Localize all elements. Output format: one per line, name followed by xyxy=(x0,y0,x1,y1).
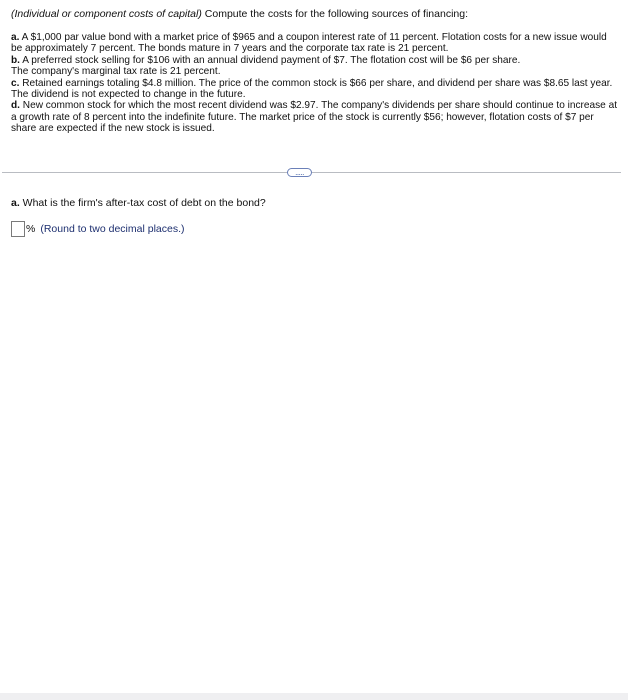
instruction-text: Compute the costs for the following sources of financing: xyxy=(201,8,468,20)
part-b-label: b. xyxy=(11,54,20,66)
part-b-text: A preferred stock selling for $106 with an annual dividend payment of $7. The flotation cost will be $6 per share. xyxy=(19,54,521,66)
part-b-extra: The company's marginal tax rate is 21 percent. xyxy=(11,66,221,78)
rounding-hint: (Round to two decimal places.) xyxy=(40,223,185,235)
question-a-label: a. xyxy=(11,197,20,209)
question-a-text: What is the firm's after-tax cost of debt on the bond? xyxy=(19,197,266,209)
part-c xyxy=(11,78,619,101)
part-a-label: a. xyxy=(11,32,20,43)
part-d-text: New common stock for which the most recent dividend was $2.97. The company's dividends per share should continue to increase at a growth rate of 8 percent into the indefinite future. The market price of the stock is currently $56; however, flotation costs of $7 per share are expected if the new stock is issued. xyxy=(11,100,618,135)
problem-intro xyxy=(11,8,468,21)
part-c-label: c. xyxy=(11,77,20,89)
expand-more-button[interactable]: ..... xyxy=(287,168,312,177)
answer-input[interactable] xyxy=(11,221,25,237)
footer-bar xyxy=(0,693,628,700)
percent-unit: % xyxy=(26,223,36,235)
part-c-text: Retained earnings totaling $4.8 million. The price of the common stock is $66 per share, and dividend per share was $8.65 last year. The dividend is not expected to change in the future. xyxy=(11,77,613,101)
question-a xyxy=(11,197,266,210)
part-b xyxy=(11,55,619,66)
part-d-label: d. xyxy=(11,100,20,112)
part-d xyxy=(11,100,619,134)
problem-statement xyxy=(11,32,619,135)
answer-row xyxy=(11,220,185,238)
topic-title: (Individual or component costs of capital) xyxy=(11,8,202,20)
part-a xyxy=(11,32,619,55)
part-a-text: A $1,000 par value bond with a market price of $965 and a coupon interest rate of 11 percent. Flotation costs for a new issue would be approximately 7 percent. The bonds mature in 7 years and the corporate tax rate is 21 percent. xyxy=(11,32,607,55)
